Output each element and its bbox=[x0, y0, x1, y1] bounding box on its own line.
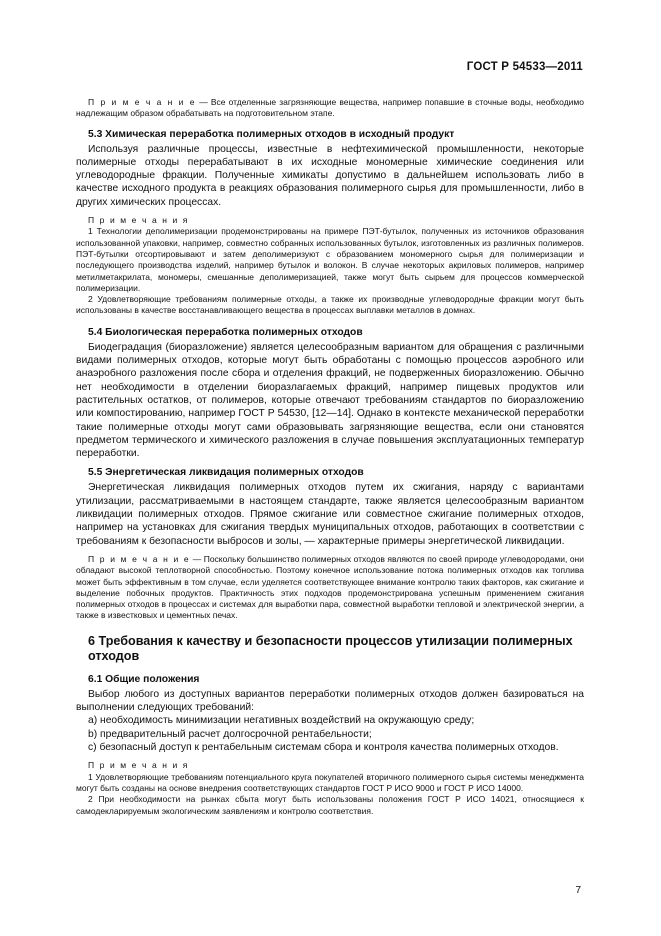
section-6-1-note-2: 2 При необходимости на рынках сбыта могут быть использованы положения ГОСТ Р ИСО 14021, относящиеся к самодекларируемым экологическим заявлениям и контролю соответствия. bbox=[76, 794, 584, 816]
section-6-1-body: Выбор любого из доступных вариантов переработки полимерных отходов должен базироваться на выполнении следующих требований: bbox=[76, 688, 584, 714]
section-5-5-body: Энергетическая ликвидация полимерных отходов путем их сжигания, наряду с вариантами утилизации, рассматриваемыми в настоящем стандарте, также является целесообразным вариантом ликвидации полимерных отходов. Прямое сжигание или совместное сжигание полимерных отходов, например на установках для сжигания твердых муниципальных отходов, работающих в соответствии с требованиям к безопасности выбросов и золы, — характерные примеры энергетической ликвидации. bbox=[76, 482, 584, 547]
section-5-3-notes-label: П р и м е ч а н и я bbox=[88, 215, 190, 226]
section-5-4-heading: 5.4 Биологическая переработка полимерных отходов bbox=[88, 326, 363, 338]
page-content bbox=[76, 97, 584, 817]
section-5-5-note bbox=[76, 554, 584, 622]
section-5-3-heading: 5.3 Химическая переработка полимерных отходов в исходный продукт bbox=[88, 128, 455, 140]
note-paragraph bbox=[76, 97, 584, 120]
section-5-3-note-2: 2 Удовлетворяющие требованиям полимерные отходы, а также их производные углеводородные фракции могут быть использованы в качестве восстанавливающего вещества в процессах выплавки металлов в домнах. bbox=[76, 294, 584, 316]
section-5-3-note-1: 1 Технологии деполимеризации продемонстрированы на примере ПЭТ-бутылок, полученных из источников образования использованной упаковки, например, совместно собранных использованных бутылок, изготовленных из различных полимеров. ПЭТ-бутылки отсортировывают и затем деполимеризуют с образованием мономерного сырья для полимеризации и последующего производства изделий, например бутылок и волокон. В случае некоторых акриловых полимеров, например метилметакрилата, мономеры, смешанные деполимеризацией, также могут быть сырьем для процессов коммерческой полимеризации. bbox=[76, 226, 584, 293]
note-label: П р и м е ч а н и е bbox=[88, 97, 197, 107]
requirement-item-a: a) необходимость минимизации негативных воздействий на окружающую среду; bbox=[88, 715, 475, 727]
requirement-item-c: c) безопасный доступ к рентабельным системам сбора и контроля качества полимерных отходов. bbox=[88, 742, 559, 754]
page-number: 7 bbox=[575, 885, 581, 896]
section-5-5-note-text: — Поскольку большинство полимерных отходов являются по своей природе углеводородами, они обладают высокой теплотворной способностью. Поэтому конечное использование потока полимерных отходов как топлива может быть эффективным в том случае, если уделяется соответствующее внимание контролю таких факторов, как сжигание и выделение побочных продуктов. Практичность этих подходов продемонстрирована успешным применением сжигания полимерных отходов в процессах и системах для выработки пара, совместной выработки тепловой и электрической энергии, а также в известковых и цементных печах. bbox=[76, 553, 584, 621]
section-5-3-body: Используя различные процессы, известные в нефтехимической промышленности, некоторые полимерные отходы перерабатывают в их исходные мономерные химические соединения или углеводородные фракции. Полученные химикаты допустимо в дальнейшем использовать либо в качестве исходного продукта в реакциях образования полимерного сырья для промышленности, либо в других химических процессах. bbox=[76, 143, 584, 208]
section-6-1-notes-label: П р и м е ч а н и я bbox=[88, 760, 190, 771]
requirement-item-b: b) предварительный расчет долгосрочной рентабельности; bbox=[88, 728, 372, 740]
section-5-5-heading: 5.5 Энергетическая ликвидация полимерных отходов bbox=[88, 467, 364, 479]
document-code-header: ГОСТ Р 54533—2011 bbox=[466, 61, 583, 73]
section-6-1-note-1: 1 Удовлетворяющие требованиям потенциального круга покупателей вторичного полимерного сырья системы менеджмента могут быть созданы на основе внедрения соответствующих стандартов ГОСТ Р ИСО 9000 и ГОСТ Р ИСО 14000. bbox=[76, 771, 584, 793]
section-6-1-heading: 6.1 Общие положения bbox=[88, 673, 200, 685]
section-6-heading: 6 Требования к качеству и безопасности процессов утилизации полимерных отходов bbox=[88, 633, 573, 664]
note-text: — Все отделенные загрязняющие вещества, например попавшие в сточные воды, необходимо надлежащим образом обрабатывать на подготовительном этапе. bbox=[76, 97, 584, 119]
section-5-4-body: Биодеградация (биоразложение) является целесообразным вариантом для обращения с различными видами полимерных отходов, которые могут быть обработаны с помощью процессов аэробного или анаэробного разложения после сбора и отделения фракций, не подверженных биоразложению. Обычно нет необходимости в отделении биоразлагаемых фракций, например пищевых продуктов или растительных остатков, от полимеров, которые отвечают требованиям стандартов по биоразложению или компостированию, например ГОСТ Р 54530, [12—14]. Однако в контексте механической переработки такие полимерные отходы могут сами образовывать загрязняющие вещества, если они становятся предметом термического и химического разложения в случае повышения эксплуатационных температур переработки. bbox=[76, 341, 584, 460]
section-5-5-note-label: П р и м е ч а н и е bbox=[88, 553, 191, 564]
